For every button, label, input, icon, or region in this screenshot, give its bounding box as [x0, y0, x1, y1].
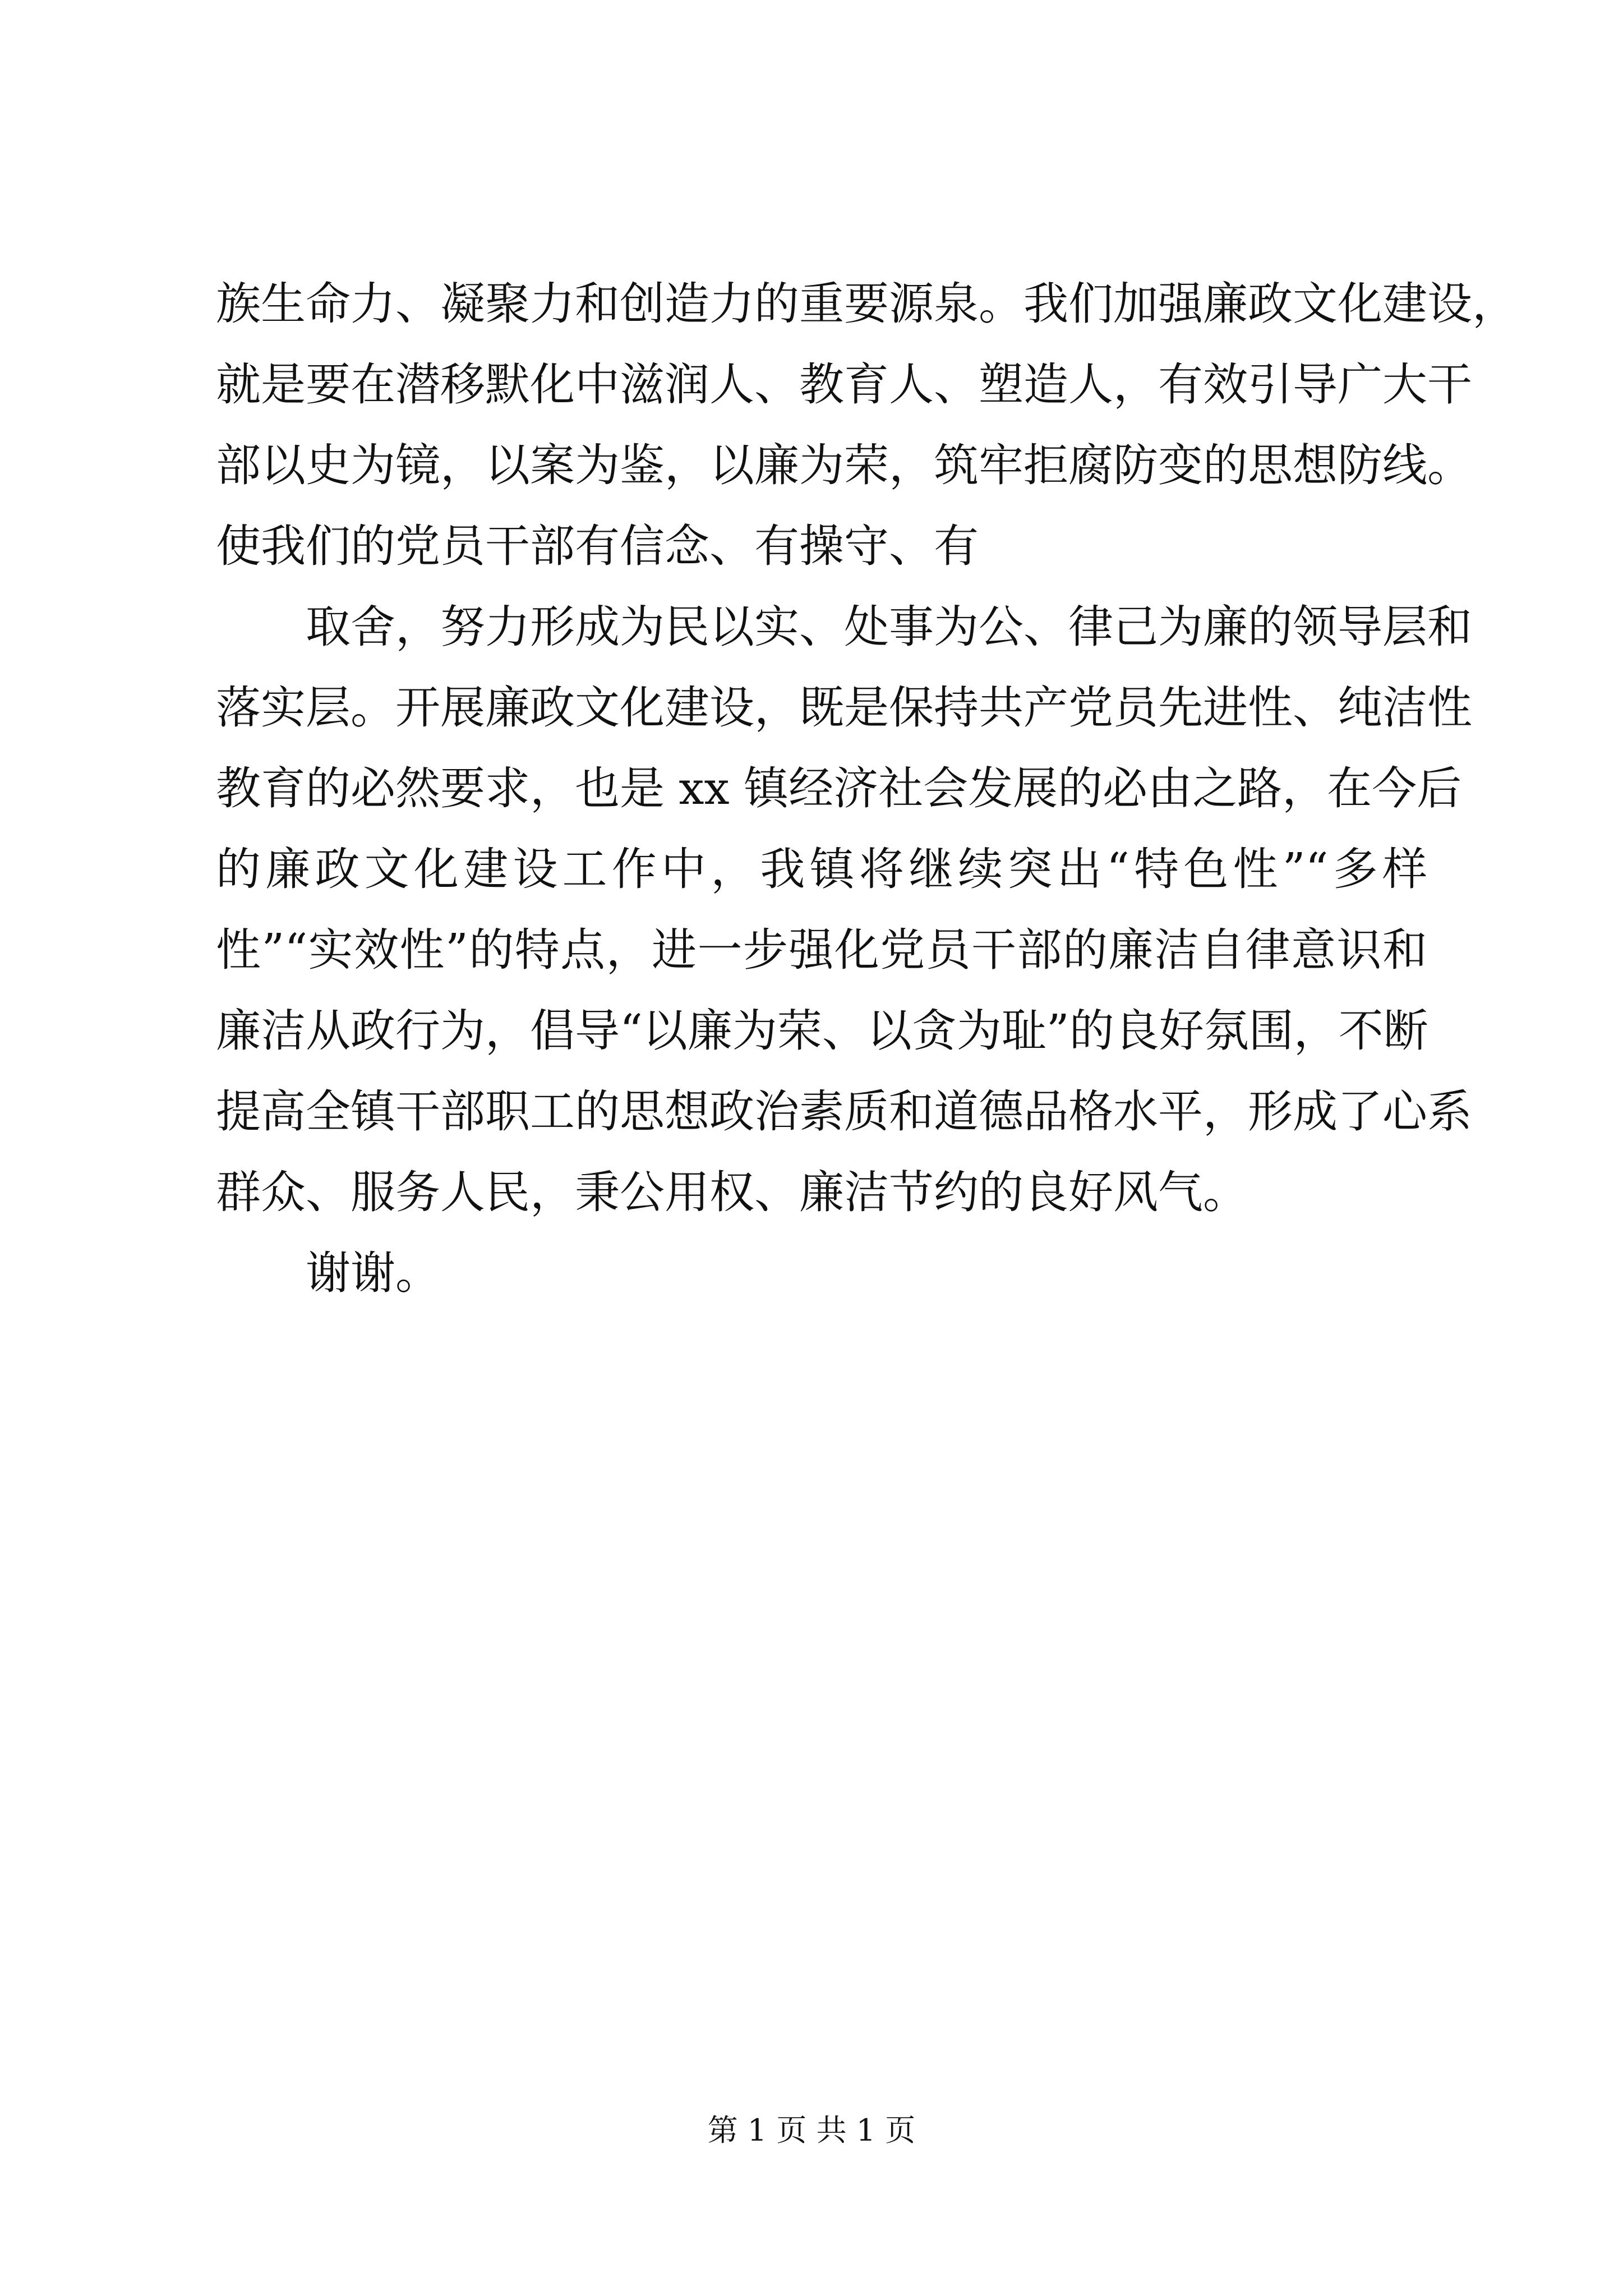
page-footer: 第 1 页 共 1 页 — [707, 2113, 916, 2148]
text-line-5: 取舍，努力形成为民以实、处事为公、律己为廉的领导层和 — [306, 601, 1472, 653]
text-line-8: 的廉政文化建设工作中，我镇将继续突出“特色性”“多样 — [216, 843, 1427, 895]
text-line-3: 部以史为镜，以案为鉴，以廉为荣，筑牢拒腐防变的思想防线。 — [216, 439, 1472, 491]
text-line-7: 教育的必然要求，也是 xx 镇经济社会发展的必由之路，在今后 — [216, 762, 1462, 815]
text-line-9: 性”“实效性”的特点，进一步强化党员干部的廉洁自律意识和 — [216, 924, 1427, 976]
text-line-1: 族生命力、凝聚力和创造力的重要源泉。我们加强廉政文化建设， — [216, 278, 1517, 330]
text-line-4: 使我们的党员干部有信念、有操守、有 — [216, 520, 979, 572]
text-line-6: 落实层。开展廉政文化建设，既是保持共产党员先进性、纯洁性 — [216, 682, 1472, 734]
text-line-2: 就是要在潜移默化中滋润人、教育人、塑造人，有效引导广大干 — [216, 358, 1472, 411]
text-line-10: 廉洁从政行为，倡导“以廉为荣、以贪为耻”的良好氛围，不断 — [216, 1005, 1428, 1057]
text-line-13: 谢谢。 — [306, 1247, 440, 1299]
text-line-11: 提高全镇干部职工的思想政治素质和道德品格水平，形成了心系 — [216, 1085, 1472, 1138]
document-body — [216, 264, 1517, 1314]
text-line-12: 群众、服务人民，秉公用权、廉洁节约的良好风气。 — [216, 1166, 1248, 1218]
